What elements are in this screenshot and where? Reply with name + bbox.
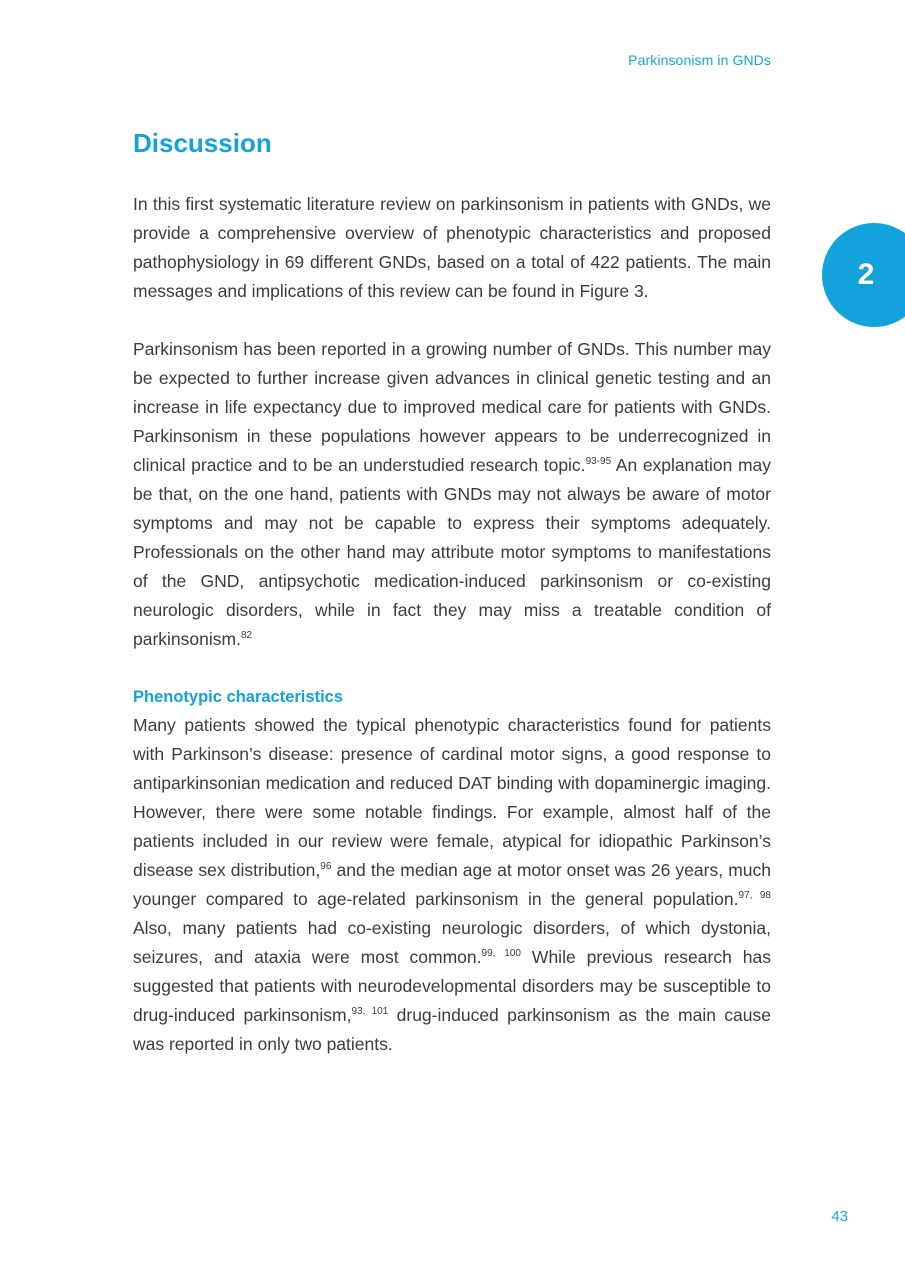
paragraph-text: Parkinsonism has been reported in a growing number of GNDs. This number may be expected to further increase given advances in clinical genetic testing and an increase in life expectancy due to improved medical care for patients with GNDs. Parkinsonism in these populations however appears to be underrecognized in clinical practice and to be an understudied research topic. — [133, 339, 771, 475]
subsection-title: Phenotypic characteristics — [133, 688, 344, 706]
phenotypic-paragraph — [133, 711, 771, 1059]
citation-superscript: 99, 100 — [481, 948, 521, 959]
paragraph-text: and the median age at motor onset was 26 years, much younger compared to age-related parkinsonism in the general population. — [133, 860, 771, 909]
citation-superscript: 93, 101 — [351, 1006, 389, 1017]
paragraph-text: In this first systematic literature review on parkinsonism in patients with GNDs, we provide a comprehensive overview of phenotypic characteristics and proposed pathophysiology in 69 different GNDs, based on a total of 422 patients. The main messages and implications of this review can be found in Figure 3. — [133, 194, 771, 301]
page-number: 43 — [831, 1208, 848, 1225]
paragraph-text: While previous research has suggested that patients with neurodevelopmental disorders may be susceptible to drug-induced parkinsonism, — [133, 947, 772, 1025]
running-header: Parkinsonism in GNDs — [628, 52, 771, 68]
citation-superscript: 82 — [240, 630, 253, 641]
discussion-paragraph-1 — [133, 190, 771, 306]
citation-superscript: 93-95 — [585, 456, 612, 467]
citation-superscript: 96 — [320, 861, 332, 872]
main-content — [133, 126, 771, 1088]
paragraph-text: drug-induced parkinsonism as the main cause was reported in only two patients. — [133, 1005, 771, 1054]
paragraph-text: An explanation may be that, on the one hand, patients with GNDs may not always be aware of motor symptoms and may not be capable to express their symptoms adequately. Professionals on the other hand may attribute motor symptoms to manifestations of the GND, antipsychotic medication-induced parkinsonism or co-existing neurologic disorders, while in fact they may miss a treatable condition of parkinsonism. — [133, 455, 772, 649]
chapter-tab — [822, 223, 905, 327]
citation-superscript: 97, 98 — [738, 890, 771, 901]
paragraph-text: Also, many patients had co-existing neurologic disorders, of which dystonia, seizures, and ataxia were most common. — [133, 918, 771, 967]
discussion-paragraph-2 — [133, 335, 771, 654]
chapter-number: 2 — [857, 258, 875, 291]
paragraph-text: Many patients showed the typical phenotypic characteristics found for patients with Parkinson’s disease: presence of cardinal motor signs, a good response to antiparkinsonian medication and reduced DAT binding with dopaminergic imaging. However, there were some notable findings. For example, almost half of the patients included in our review were female, atypical for idiopathic Parkinson’s disease sex distribution, — [133, 715, 771, 880]
section-title: Discussion — [133, 128, 272, 158]
